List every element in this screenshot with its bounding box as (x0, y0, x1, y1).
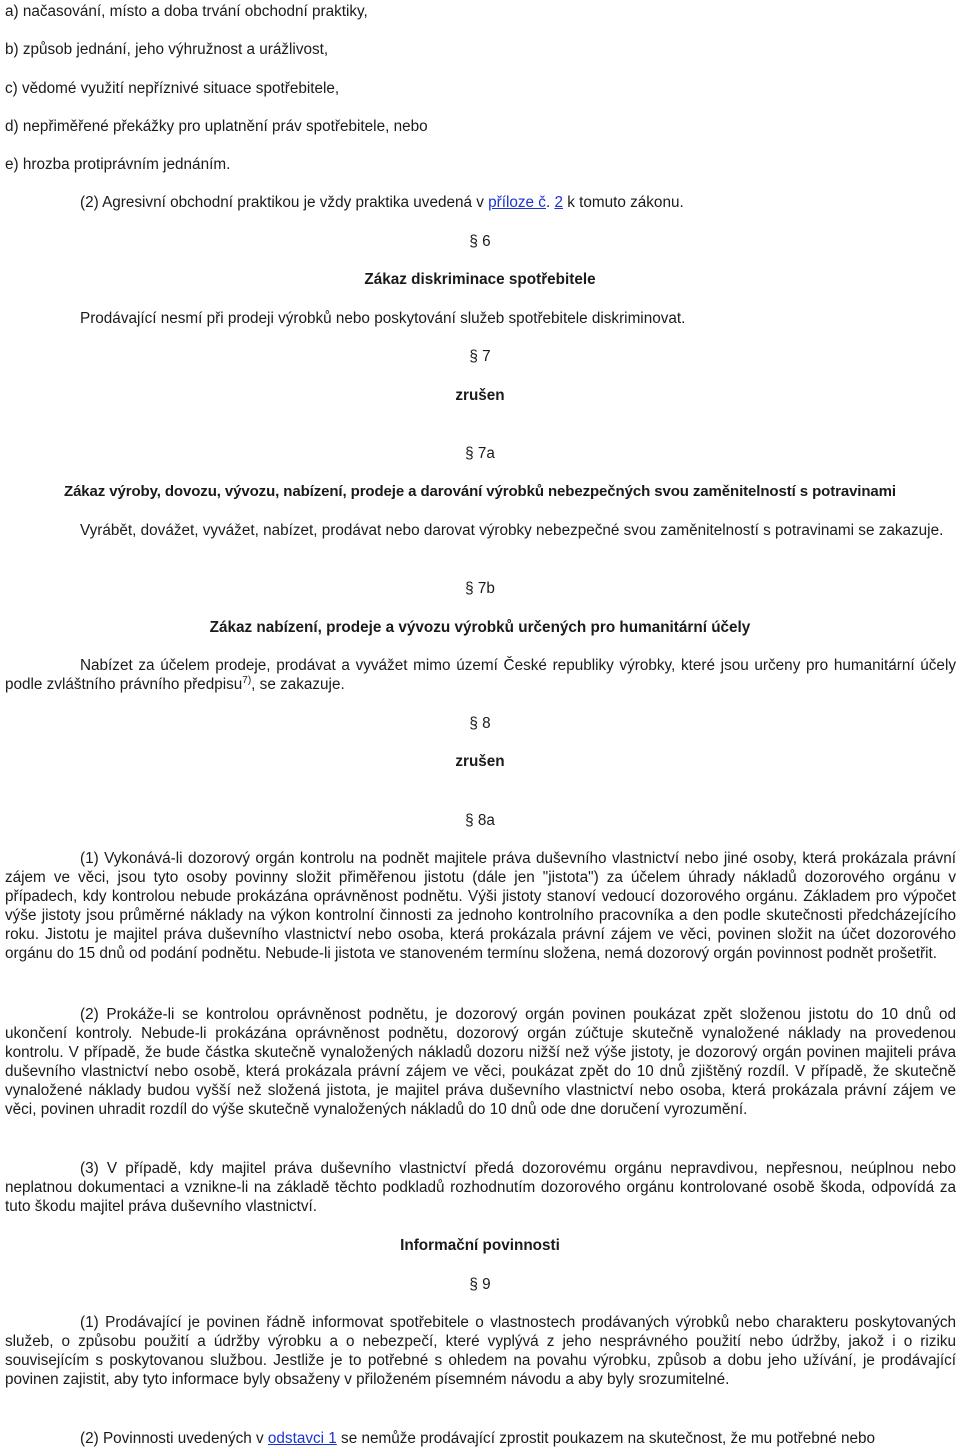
annex-link[interactable]: příloze č (488, 194, 546, 211)
section-7b-body (5, 656, 956, 694)
section-9-paragraph-2 (5, 1429, 956, 1448)
list-item-e: e) hrozba protiprávním jednáním. (5, 156, 231, 173)
paragraph-2-text: (2) Agresivní obchodní praktikou je vždy praktika uvedená v (80, 194, 489, 211)
section-7-status: zrušen (455, 387, 505, 404)
section-7b-title: Zákaz nabízení, prodeje a vývozu výrobků určených pro humanitární účely (209, 619, 751, 636)
section-8a-number: § 8a (465, 812, 495, 829)
section-9-number: § 9 (469, 1276, 491, 1293)
section-8-number: § 8 (469, 715, 491, 732)
footnote-ref: 7) (242, 674, 252, 686)
section-9-paragraph-1: (1) Prodávající je povinen řádně informovat spotřebitele o vlastnostech prodávaných výrobků nebo charakteru poskytovaných služeb, o způsobu použití a údržby výrobku a o nebezpečí, které vyplývá z jeho nesprávného použití nebo údržby, jakož i o riziku souvisejícím s poskytovanou službou. Jestliže je to potřebné s ohledem na povahu výrobku, způsob a dobu jeho užívání, je prodávající povinen zajistit, aby tyto informace byly obsaženy v přiloženém písemném návodu a aby byly srozumitelné. (5, 1314, 956, 1388)
section-7b-number: § 7b (465, 580, 495, 597)
paragraph-1-link[interactable]: odstavci 1 (267, 1430, 337, 1447)
heading-information-duties: Informační povinnosti (400, 1237, 560, 1254)
list-item-a: a) načasování, místo a doba trvání obchodní praktiky, (5, 3, 368, 20)
section-7a-body: Vyrábět, dovážet, vyvážet, nabízet, prodávat nebo darovat výrobky nebezpečné svou zaměnitelností s potravinami se zakazuje. (80, 522, 944, 539)
section-7-number: § 7 (469, 348, 491, 365)
paragraph-2-dot: . (545, 194, 555, 211)
section-7a-number: § 7a (465, 445, 495, 462)
section-8-status: zrušen (455, 753, 505, 770)
section-7b-text: Nabízet za účelem prodeje, prodávat a vyvážet mimo území České republiky výrobky, které jsou určeny pro humanitární účely podle zvláštního právního předpisu (5, 657, 956, 693)
annex-number-link[interactable]: 2 (554, 194, 563, 211)
section-7b-tail: , se zakazuje. (251, 676, 345, 693)
section-7a-title: Zákaz výroby, dovozu, vývozu, nabízení, prodeje a darování výrobků nebezpečných svou zaměnitelností s potravinami (64, 483, 896, 500)
section-8a-paragraph-3: (3) V případě, kdy majitel práva duševního vlastnictví předá dozorovému orgánu nepravdivou, nepřesnou, neúplnou nebo neplatnou dokumentaci a vznikne-li na základě těchto podkladů rozhodnutím dozorového orgánu kontrolované osobě škoda, odpovídá za tuto škodu majitel práva duševního vlastnictví. (5, 1160, 956, 1215)
list-item-d: d) nepřiměřené překážky pro uplatnění práv spotřebitele, nebo (5, 118, 428, 135)
section-6-number: § 6 (469, 233, 491, 250)
section-8a-paragraph-2: (2) Prokáže-li se kontrolou oprávněnost podnětu, je dozorový orgán povinen poukázat zpět složenou jistotu do 10 dnů od ukončení kontroly. Nebude-li prokázána oprávněnost podnětu, dozorový orgán zúčtuje skutečně vynaložené náklady na provedenou kontrolu. V případě, že bude částka skutečně vynaložených nákladů dozoru nižší než výše jistoty, je dozorový orgán povinen majiteli práva duševního vlastnictví nebo osobě, která prokázala právní zájem ve věci, poukázat zpět do 10 dnů zjištěný rozdíl. V případě, že skutečně vynaložené náklady budou vyšší než složená jistota, je majitel práva duševního vlastnictví nebo osoba, která prokázala právní zájem ve věci, povinen uhradit rozdíl do výše skutečně vynaložených nákladů do 10 dnů ode dne doručení vyrozumění. (5, 1006, 956, 1118)
section-6-body: Prodávající nesmí při prodeji výrobků nebo poskytování služeb spotřebitele diskriminovat. (80, 310, 686, 327)
paragraph-2 (80, 193, 684, 212)
section-6-title: Zákaz diskriminace spotřebitele (364, 271, 596, 288)
section-9-p2-tail: se nemůže prodávající zprostit poukazem na skutečnost, že mu potřebné nebo (336, 1430, 876, 1447)
section-9-p2-text: (2) Povinnosti uvedených v (80, 1430, 268, 1447)
paragraph-2-tail: k tomuto zákonu. (562, 194, 684, 211)
list-item-c: c) vědomé využití nepříznivé situace spotřebitele, (5, 80, 340, 97)
list-item-b: b) způsob jednání, jeho výhružnost a urážlivost, (5, 41, 329, 58)
section-8a-paragraph-1: (1) Vykonává-li dozorový orgán kontrolu na podnět majitele práva duševního vlastnictví nebo jiné osoby, která prokázala právní zájem ve věci, jsou tyto osoby povinny složit přiměřenou jistotu (dále jen "jistota") za účelem úhrady nákladů dozorového orgánu v případech, kdy kontrolou nebude prokázána oprávněnost podnětu. Výši jistoty stanoví vedoucí dozorového orgánu. Základem pro výpočet výše jistoty jsou průměrné náklady na výkon kontrolní činnosti za jednoho kontrolního pracovníka a den podle skutečnosti předcházejícího roku. Jistotu je majitel práva duševního vlastnictví nebo osoba, která prokázala právní zájem ve věci, povinen složit na účet dozorového orgánu do 15 dnů od podání podnětu. Nebude-li jistota ve stanoveném termínu složena, nemá dozorový orgán povinnost podnět prošetřit. (5, 850, 956, 962)
